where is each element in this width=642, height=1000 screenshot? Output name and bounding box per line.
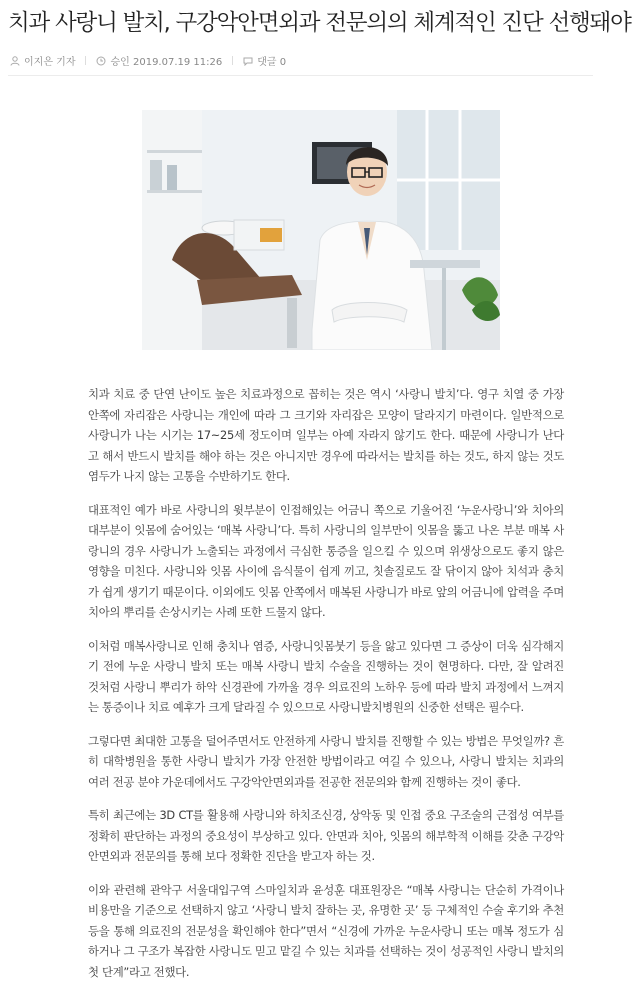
article-paragraph: 그렇다면 최대한 고통을 덜어주면서도 안전하게 사랑니 발치를 진행할 수 있는 방법은 무엇일까? 흔히 대학병원을 통한 사랑니 발치가 가장 안전한 방법이라고 여길 수 있으나, 사랑니 발치는 치과의 여러 전공 분야 가운데에서도 구강악안면외과를 전공한 전문의와 함께 진행하는 것이 좋다. xyxy=(88,733,564,789)
article-meta xyxy=(10,53,286,68)
comments-count[interactable]: 댓글 0 xyxy=(257,57,287,68)
approved-info xyxy=(96,53,222,68)
article-body xyxy=(88,384,564,995)
article-paragraph: 대표적인 예가 바로 사랑니의 윗부분이 인접해있는 어금니 쪽으로 기울어진 ‘누운사랑니’와 치아의 대부분이 잇몸에 숨어있는 ‘매복 사랑니’다. 특히 사랑니의 일부만이 잇몸을 뚫고 나온 부분 매복 사랑니의 경우 사랑니가 노출되는 과정에서 극심한 통증을 일으킬 수 있으며 위생상으로도 좋지 않은 영향을 미친다. 사랑니와 잇몸 사이에 음식물이 쉽게 끼고, 칫솔질로도 잘 닦이지 않아 치석과 충치가 쉽게 생기기 때문이다. 이외에도 잇몸 안쪽에서 매복된 사랑니가 바로 앞의 어금니에 압력을 주며 치아의 뿌리를 손상시키는 사례 또한 드물지 않다. xyxy=(88,502,564,619)
dentist-photo-image xyxy=(142,110,500,350)
article-paragraph: 치과 치료 중 단연 난이도 높은 치료과정으로 꼽히는 것은 역시 ‘사랑니 발치’다. 영구 치열 중 가장 안쪽에 자리잡은 사랑니는 개인에 따라 그 크기와 자리잡은 모양이 달라지기 마련이다. 일반적으로 사랑니가 나는 시기는 17~25세 정도이며 일부는 아예 자라지 않기도 한다. 때문에 사랑니가 난다고 해서 반드시 발치를 해야 하는 것은 아니지만 경우에 따라서는 발치를 하는 것도, 하지 않는 것도 염두가 나지 않는 고통을 수반하기도 한다. xyxy=(88,387,564,483)
meta-divider-line xyxy=(8,75,593,76)
author-name: 이지은 기자 xyxy=(24,57,76,68)
person-icon xyxy=(10,56,20,66)
meta-divider xyxy=(85,56,86,65)
approved-datetime: 승인 2019.07.19 11:26 xyxy=(110,57,223,68)
comments-link[interactable] xyxy=(243,53,286,68)
article-paragraph: 특히 최근에는 3D CT를 활용해 사랑니와 하치조신경, 상악동 및 인접 중요 구조술의 근접성 여부를 정확히 판단하는 과정의 중요성이 부상하고 있다. 안면과 치아, 잇몸의 해부학적 이해를 갖춘 구강악안면외과 전문의를 통해 보다 정확한 진단을 받고자 하는 것. xyxy=(88,808,564,863)
article-paragraph: 이와 관련해 관악구 서울대입구역 스마일치과 윤성훈 대표원장은 “매복 사랑니는 단순히 가격이나 비용만을 기준으로 선택하지 않고 ‘사랑니 발치 잘하는 곳, 유명한 곳’ 등 구체적인 수술 후기와 추천 등을 통해 의료진의 전문성을 확인해야 한다”면서 “신경에 가까운 누운사랑니 또는 매복 정도가 심하거나 그 구조가 복잡한 사랑니도 믿고 맡길 수 있는 치과를 선택하는 것이 성공적인 사랑니 발치의 첫 단계”라고 전했다. xyxy=(88,882,564,979)
clock-icon xyxy=(96,56,106,66)
author-info xyxy=(10,53,75,68)
article-headline: 치과 사랑니 발치, 구강악안면외과 전문의의 체계적인 진단 선행돼야 xyxy=(8,10,631,36)
article-paragraph: 이처럼 매복사랑니로 인해 충치나 염증, 사랑니잇몸붓기 등을 앓고 있다면 그 증상이 더욱 심각해지기 전에 누운 사랑니 발치 또는 매복 사랑니 발치 수술을 진행하는 것이 현명하다. 다만, 잘 알려진 것처럼 사랑니 뿌리가 하악 신경관에 가까울 경우 의료진의 노하우 등에 따라 발치 과정에서 느껴지는 통증이나 치료 예후가 크게 달라질 수 있으므로 사랑니발치병원의 신중한 선택은 필수다. xyxy=(88,638,564,714)
article-photo xyxy=(142,110,500,350)
meta-divider xyxy=(232,56,233,65)
comment-icon xyxy=(243,56,253,66)
